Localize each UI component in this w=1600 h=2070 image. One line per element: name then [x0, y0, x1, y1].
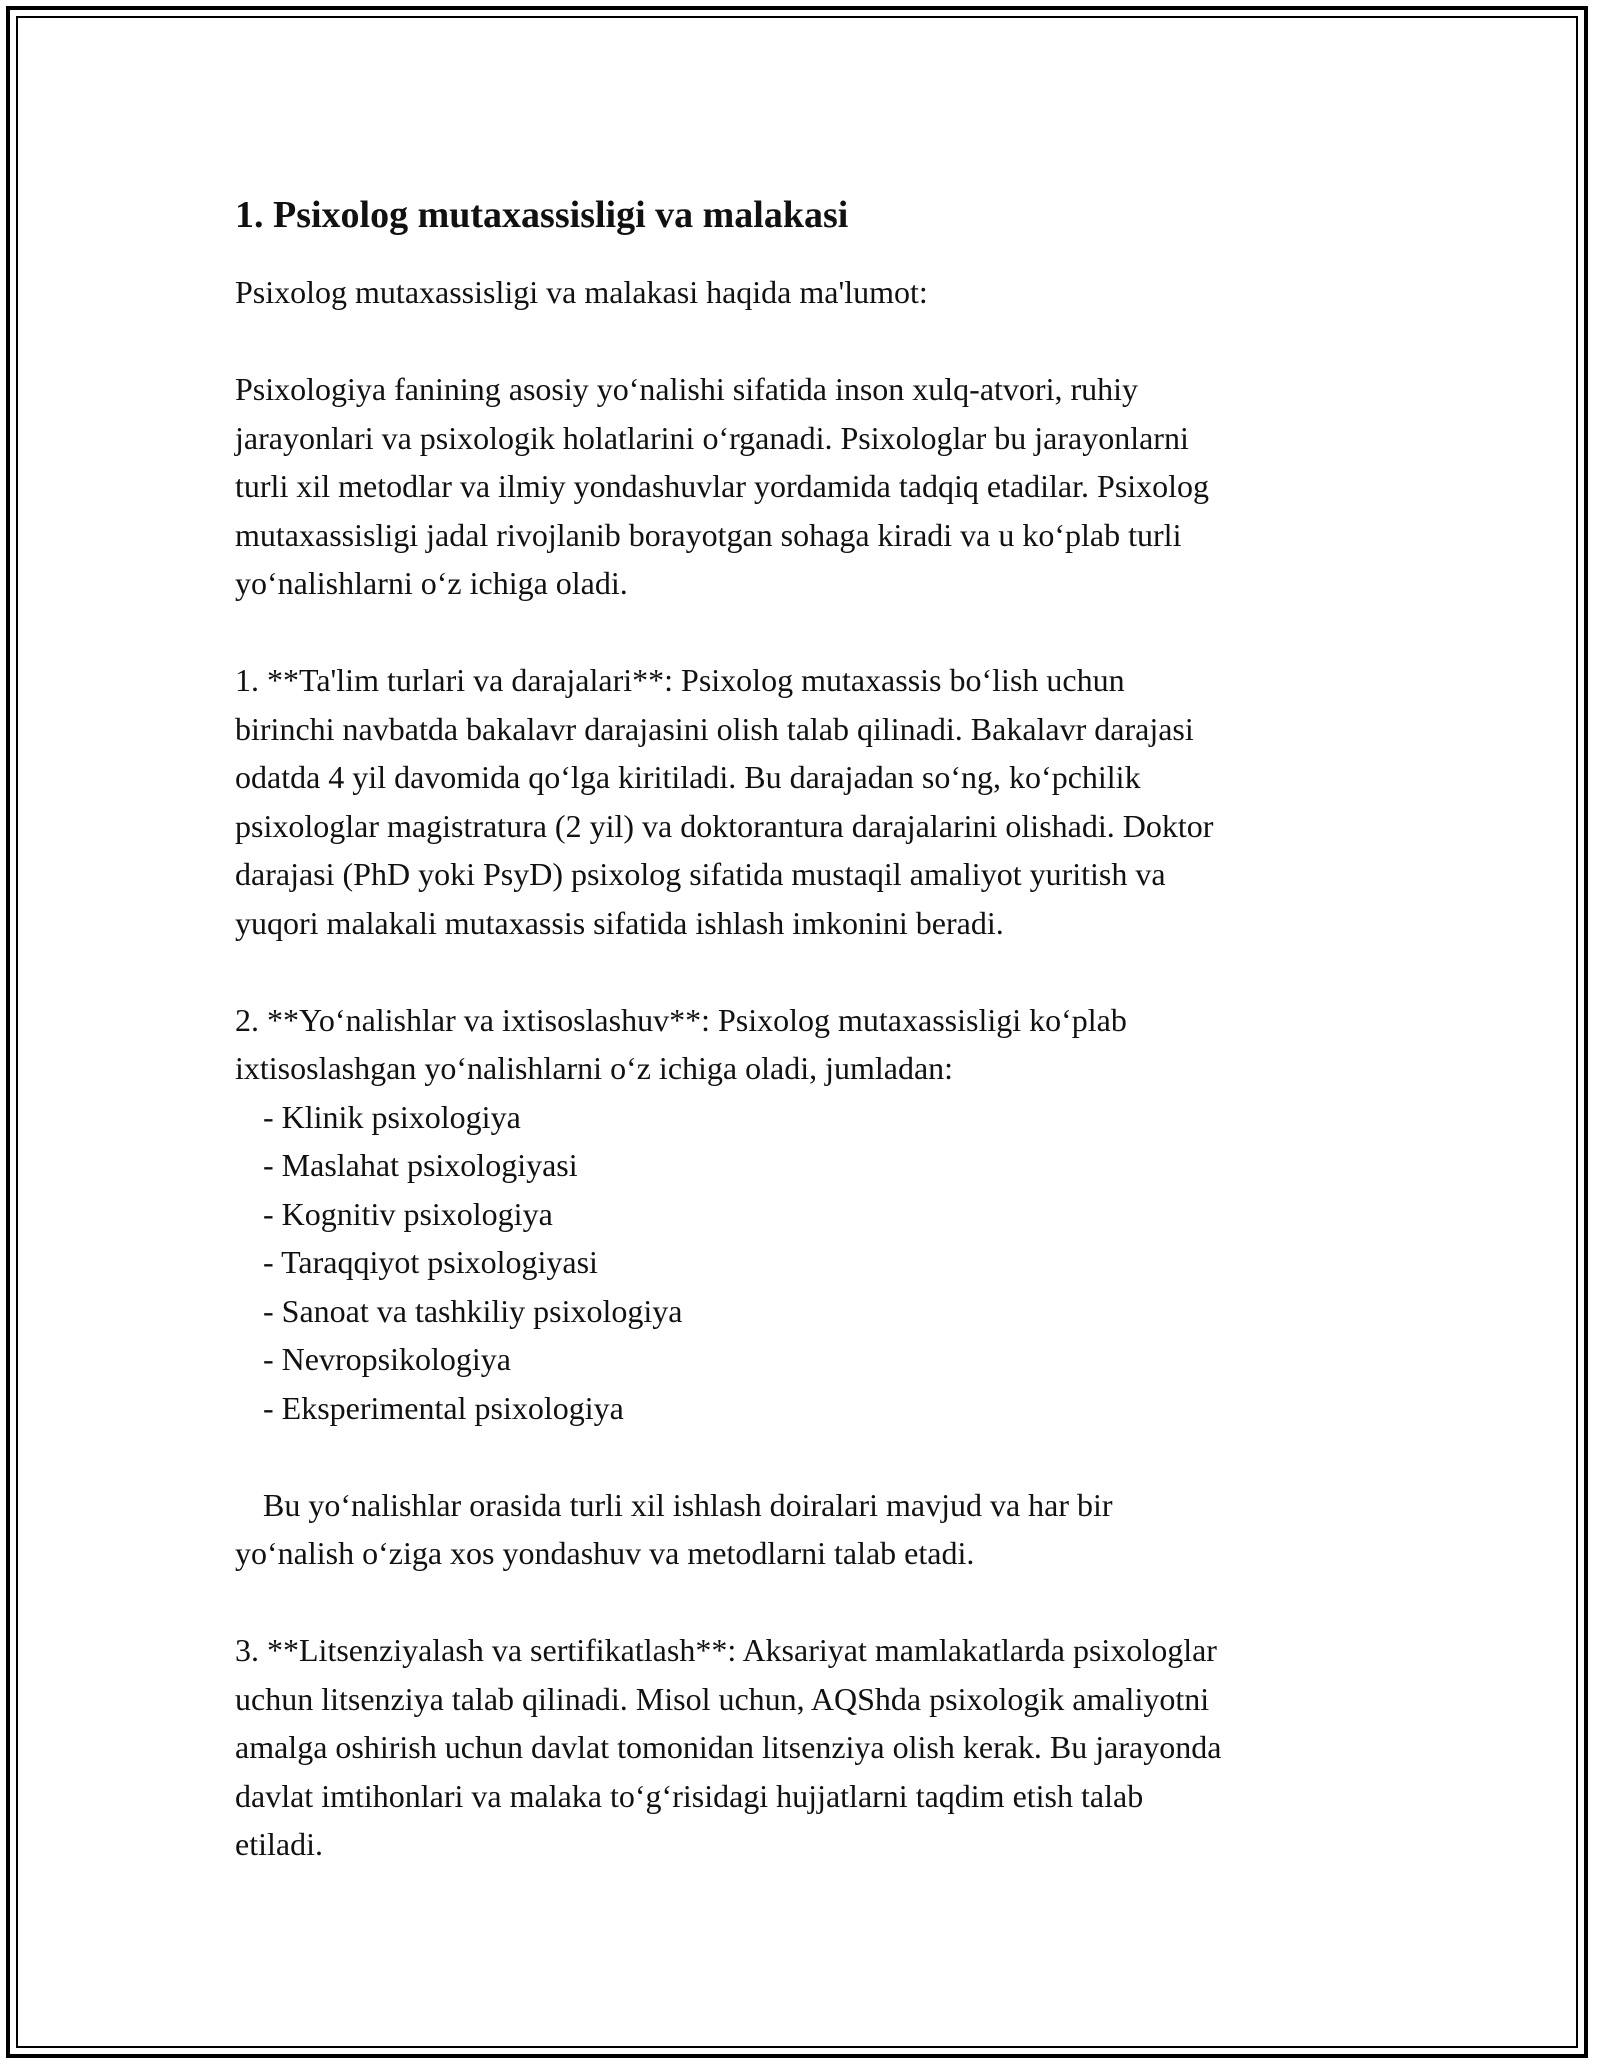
paragraph-1: [235, 365, 1395, 608]
section-1: [235, 656, 1395, 947]
text-line: 3. **Litsenziyalash va sertifikatlash**: Aksariyat mamlakatlarda psixologlar: [235, 1632, 1217, 1668]
blank-line: [235, 1578, 1395, 1627]
text-line: psixologlar magistratura (2 yil) va doktorantura darajalarini olishadi. Doktor: [235, 807, 1214, 844]
specialization-list: [235, 1093, 1395, 1433]
text-line: Psixologiya fanining asosiy yo‘nalishi sifatida inson xulq-atvori, ruhiy: [235, 371, 1139, 407]
text-line: ixtisoslashgan yo‘nalishlarni o‘z ichiga oladi, jumladan:: [235, 1050, 954, 1086]
text-line: turli xil metodlar va ilmiy yondashuvlar yordamida tadqiq etadilar. Psixolog: [235, 468, 1210, 504]
text-line: amalga oshirish uchun davlat tomonidan litsenziya olish kerak. Bu jarayonda: [235, 1729, 1222, 1765]
intro-line: Psixolog mutaxassisligi va malakasi haqida ma'lumot:: [235, 274, 928, 310]
section-3: [235, 1626, 1395, 1869]
document-title: 1. Psixolog mutaxassisligi va malakasi: [235, 194, 849, 236]
list-item: - Maslahat psixologiyasi: [263, 1147, 578, 1183]
text-line: davlat imtihonlari va malaka to‘g‘risidagi hujjatlarni taqdim etish talab: [235, 1777, 1144, 1814]
list-item: - Taraqqiyot psixologiyasi: [263, 1244, 598, 1280]
text-line: yo‘nalishlarni o‘z ichiga oladi.: [235, 565, 628, 601]
text-line: yuqori malakali mutaxassis sifatida ishlash imkonini beradi.: [235, 904, 1004, 941]
blank-line: [235, 947, 1395, 996]
list-item: - Eksperimental psixologiya: [263, 1389, 624, 1426]
text-line: yo‘nalish o‘ziga xos yondashuv va metodlarni talab etadi.: [235, 1535, 975, 1571]
text-line: odatda 4 yil davomida qo‘lga kiritiladi. Bu darajadan so‘ng, ko‘pchilik: [235, 759, 1141, 795]
text-line: darajasi (PhD yoki PsyD) psixolog sifatida mustaqil amaliyot yuritish va: [235, 856, 1166, 892]
text-line: uchun litsenziya talab qilinadi. Misol uchun, AQShda psixologik amaliyotni: [235, 1680, 1210, 1717]
blank-line: [235, 317, 1395, 366]
document-body: [235, 190, 1395, 1869]
text-line: Bu yo‘nalishlar orasida turli xil ishlash doiralari mavjud va har bir: [263, 1486, 1113, 1523]
blank-line: [235, 1432, 1395, 1481]
list-item: - Nevropsikologiya: [263, 1341, 511, 1377]
list-item: - Kognitiv psixologiya: [263, 1195, 553, 1232]
section-2: [235, 996, 1395, 1578]
text-line: 1. **Ta'lim turlari va darajalari**: Psixolog mutaxassis bo‘lish uchun: [235, 662, 1125, 698]
text-line: etiladi.: [235, 1826, 323, 1862]
list-item: - Klinik psixologiya: [263, 1098, 521, 1135]
text-line: mutaxassisligi jadal rivojlanib borayotgan sohaga kiradi va u ko‘plab turli: [235, 516, 1182, 553]
blank-line: [235, 608, 1395, 657]
text-line: jarayonlari va psixologik holatlarini o‘rganadi. Psixologlar bu jarayonlarni: [235, 419, 1189, 456]
text-line: 2. **Yo‘nalishlar va ixtisoslashuv**: Psixolog mutaxassisligi ko‘plab: [235, 1001, 1127, 1038]
list-item: - Sanoat va tashkiliy psixologiya: [263, 1292, 683, 1329]
text-line: birinchi navbatda bakalavr darajasini olish talab qilinadi. Bakalavr darajasi: [235, 710, 1194, 747]
